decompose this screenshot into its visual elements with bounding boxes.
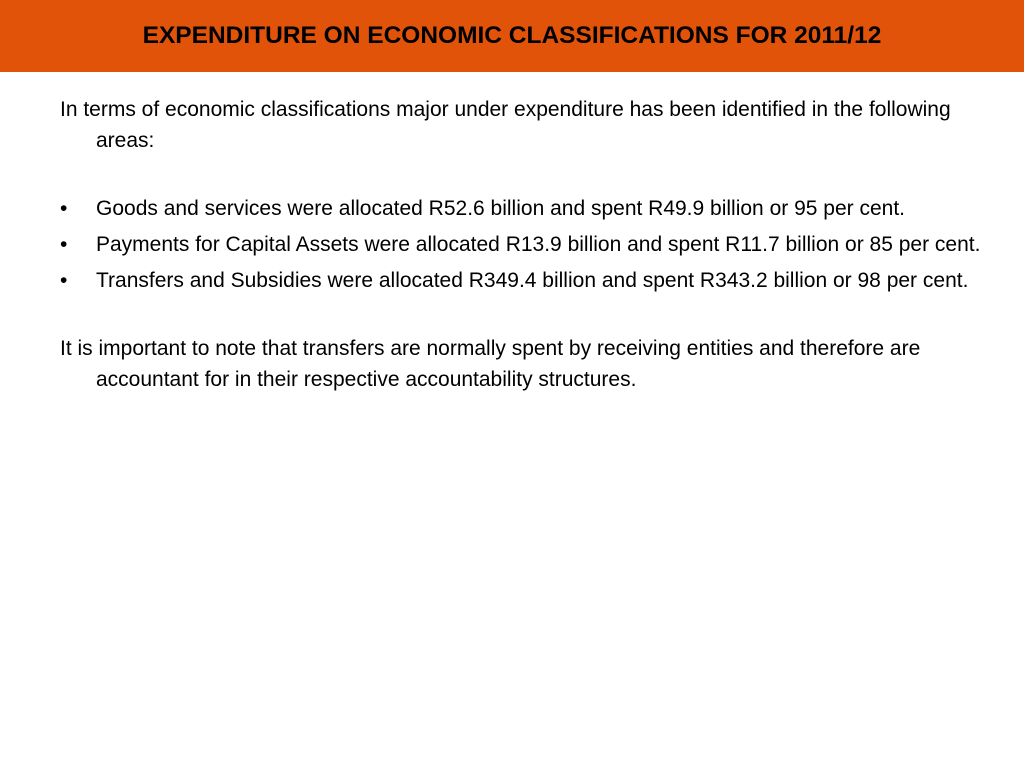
bullet-icon: • xyxy=(60,269,68,292)
slide-body xyxy=(60,94,985,395)
intro-paragraph: In terms of economic classifications major under expenditure has been identified in the following areas: xyxy=(60,98,951,152)
bullet-text: Goods and services were allocated R52.6 billion and spent R49.9 billion or 95 per cent. xyxy=(96,197,905,220)
bullet-text: Transfers and Subsidies were allocated R349.4 billion and spent R343.2 billion or 98 per cent. xyxy=(96,269,969,292)
bullet-item-goods-services xyxy=(60,193,985,224)
expenditure-bullet-list xyxy=(60,193,985,296)
bullet-text: Payments for Capital Assets were allocated R13.9 billion and spent R11.7 billion or 85 per cent. xyxy=(96,233,981,256)
bullet-icon: • xyxy=(60,233,68,256)
note-paragraph: It is important to note that transfers are normally spent by receiving entities and therefore are accountant for in their respective accountability structures. xyxy=(60,337,921,391)
slide-title: EXPENDITURE ON ECONOMIC CLASSIFICATIONS FOR 2011/12 xyxy=(142,22,882,49)
bullet-item-capital-assets xyxy=(60,229,985,260)
bullet-icon: • xyxy=(60,197,68,220)
bullet-item-transfers-subsidies xyxy=(60,265,985,296)
